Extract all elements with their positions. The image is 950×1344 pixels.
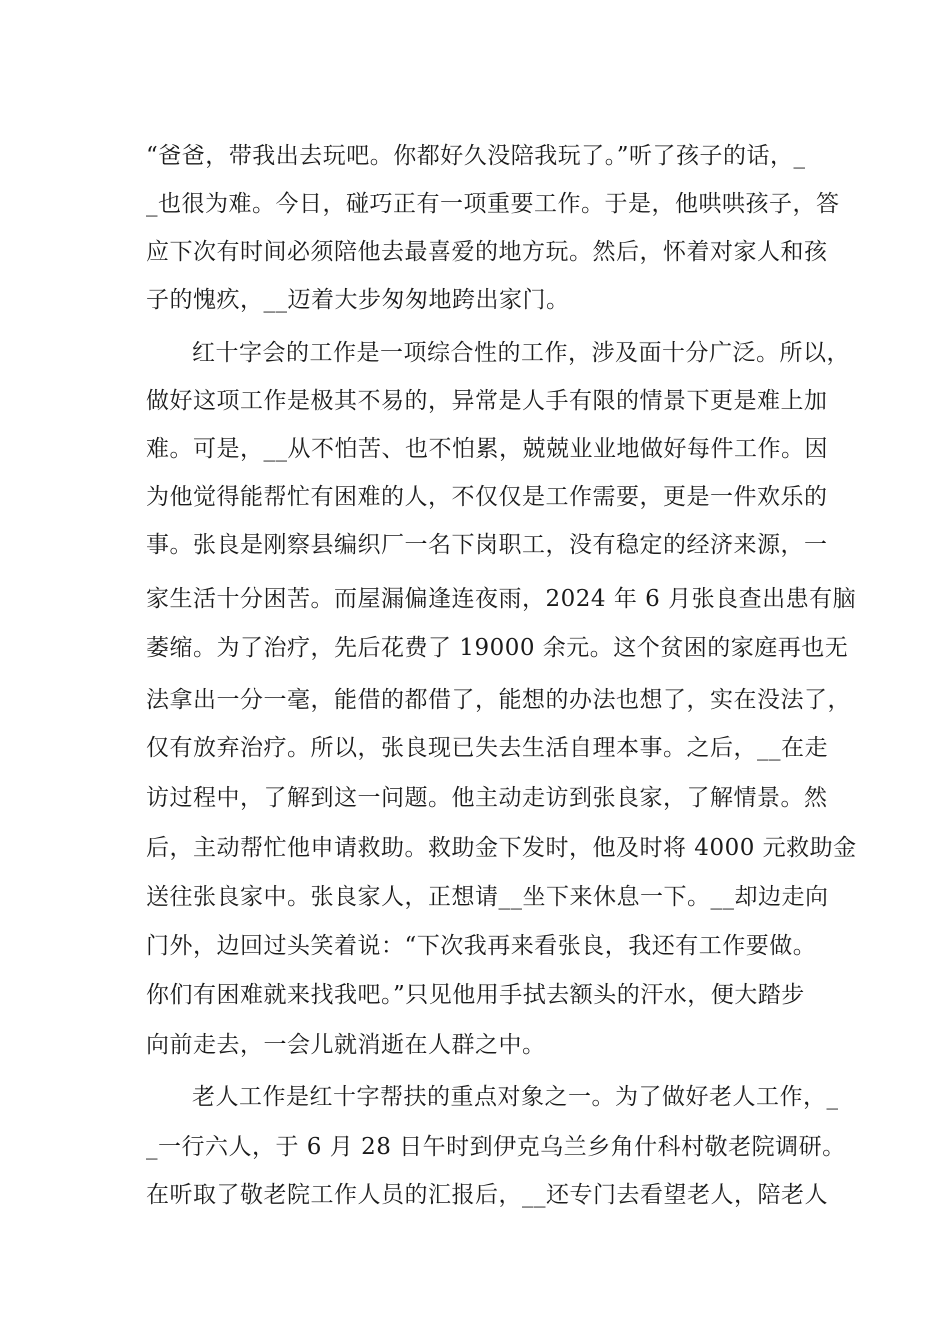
text-line: 向前走去，一会儿就消逝在人群之中。 — [146, 1032, 546, 1058]
text-line: 红十字会的工作是一项综合性的工作，涉及面十分广泛。所以， — [192, 340, 850, 366]
text-line: “爸爸，带我出去玩吧。你都好久没陪我玩了。”听了孩子的话，_ — [146, 143, 806, 169]
text-line: 仅有放弃治疗。所以，张良现已失去生活自理本事。之后，__在走 — [146, 735, 828, 761]
text-line: 你们有困难就来找我吧。”只见他用手拭去额头的汗水，便大踏步 — [146, 982, 805, 1008]
text-line: 家生活十分困苦。而屋漏偏逢连夜雨，2024 年 6 月张良查出患有脑 — [146, 586, 857, 612]
text-line: 门外，边回过头笑着说：“下次我再来看张良，我还有工作要做。 — [146, 933, 817, 959]
text-line: _也很为难。今日，碰巧正有一项重要工作。于是，他哄哄孩子，答 — [146, 191, 840, 217]
text-line: 老人工作是红十字帮扶的重点对象之一。为了做好老人工作，_ — [192, 1084, 839, 1110]
text-line: 应下次有时间必须陪他去最喜爱的地方玩。然后，怀着对家人和孩 — [146, 239, 828, 265]
text-line: 萎缩。为了治疗，先后花费了 19000 余元。这个贫困的家庭再也无 — [146, 635, 849, 661]
text-line: _一行六人，于 6 月 28 日午时到伊克乌兰乡角什科村敬老院调研。 — [146, 1134, 846, 1160]
text-line: 做好这项工作是极其不易的，异常是人手有限的情景下更是难上加 — [146, 388, 828, 414]
text-line: 在听取了敬老院工作人员的汇报后，__还专门去看望老人，陪老人 — [146, 1182, 828, 1208]
text-line: 后，主动帮忙他申请救助。救助金下发时，他及时将 4000 元救助金 — [146, 835, 857, 861]
text-line: 为他觉得能帮忙有困难的人，不仅仅是工作需要，更是一件欢乐的 — [146, 484, 828, 510]
text-line: 访过程中，了解到这一问题。他主动走访到张良家，了解情景。然 — [146, 785, 828, 811]
text-line: 子的愧疚，__迈着大步匆匆地跨出家门。 — [146, 287, 570, 313]
text-line: 事。张良是刚察县编织厂一名下岗职工，没有稳定的经济来源，一 — [146, 532, 828, 558]
text-line: 法拿出一分一毫，能借的都借了，能想的办法也想了，实在没法了， — [146, 687, 851, 713]
text-line: 送往张良家中。张良家人，正想请__坐下来休息一下。__却边走向 — [146, 884, 829, 910]
text-line: 难。可是，__从不怕苦、也不怕累，兢兢业业地做好每件工作。因 — [146, 436, 828, 462]
